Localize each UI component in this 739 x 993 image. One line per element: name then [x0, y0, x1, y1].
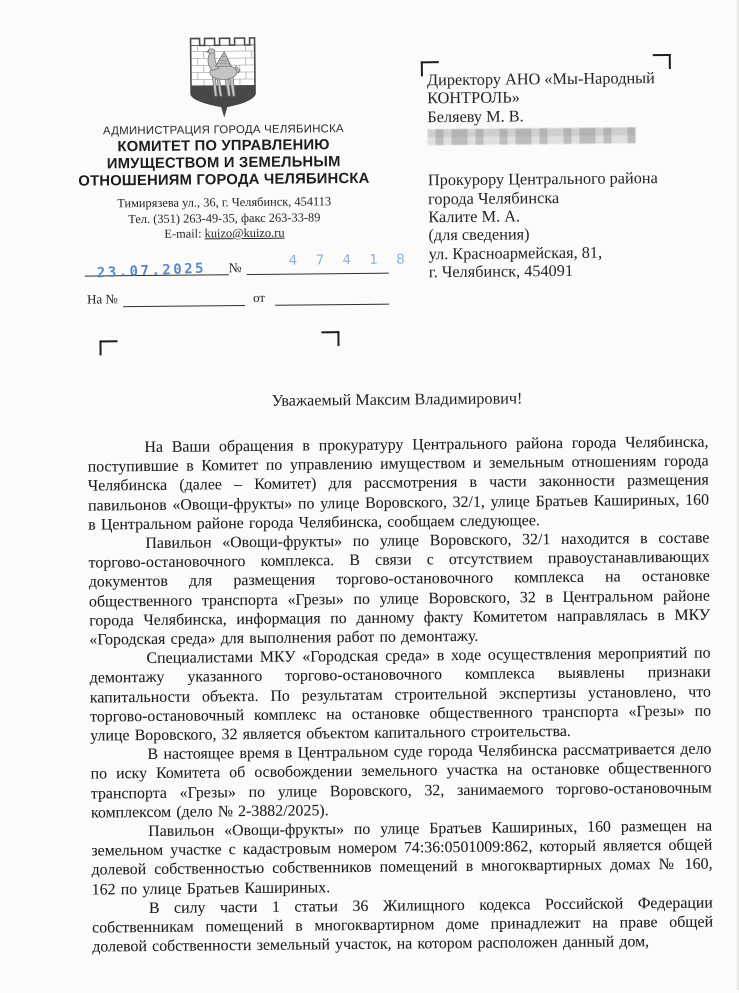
letterhead [55, 34, 394, 310]
chelyabinsk-coat-of-arms-icon [189, 35, 258, 120]
letter-body [87, 433, 713, 957]
body-paragraph-5: Павильон «Овощи-фрукты» по улице Братьев Кашириных, 160 размещен на земельном участке с кадастровым номером 74:36:0501009:862, который является общей долевой собственностью собственников помещений в многоквартирных домах № 160, 162 по улице Братьев Кашириных. [91, 817, 713, 900]
corner-mark-bottom-left [99, 340, 117, 355]
email-label: E-mail: [164, 226, 201, 240]
redacted-text-block [427, 128, 635, 146]
email-address: kuizo@kuizo.ru [205, 226, 285, 241]
reference-row [57, 286, 393, 309]
addressee-line: КОНТРОЛЬ» [427, 87, 727, 108]
addressee-line: Калите М. А. [428, 205, 728, 226]
reply-to-label: На № [87, 291, 118, 307]
body-paragraph-4: В настоящее время в Центральном суде города Челябинска рассматривается дело по иску Комитета об освобождении земельного участка на остановке общественного транспорта «Грезы» по улице Воровского, 32, занимаемого торгово-остановочным комплексом (дело № 2-3882/2025). [90, 740, 712, 823]
reply-date-blank-line [275, 303, 389, 305]
org-name-line-1: КОМИТЕТ ПО УПРАВЛЕНИЮ [56, 137, 392, 157]
body-paragraph-1: На Ваши обращения в прокуратуру Центрального района города Челябинска, поступившие в Комитет по управлению имуществом и земельным отношениям города Челябинска (далее – Комитет) для рассмотрения в части законности размещения павильонов «Овощи-фрукты» по улице Воровского, 32/1, улице Братьев Кашириных, 160 в Центральном районе города Челябинска, сообщаем следующее. [87, 433, 709, 535]
letterhead-phone: Тел. (351) 263-49-35, факс 263-33-89 [56, 209, 392, 228]
letterhead-org-name [56, 137, 392, 191]
corner-mark-addressee-top-right [653, 54, 671, 69]
addressee-line: г. Челябинск, 454091 [429, 261, 729, 282]
reply-from-label: от [253, 289, 265, 305]
reply-number-blank-line [123, 305, 245, 307]
addressee-line: (для сведения) [428, 224, 728, 245]
letterhead-admin-line: АДМИНИСТРАЦИЯ ГОРОДА ЧЕЛЯБИНСКА [55, 123, 391, 138]
addressee-line: города Челябинска [428, 187, 728, 208]
addressee-line: Прокурору Центрального района [428, 169, 728, 190]
body-paragraph-6: В силу части 1 статьи 36 Жилищного кодекса Российской Федерации собственникам помещений в многоквартирном доме принадлежит на праве общей долевой собственности земельный участок, на котором расположен данный дом, [92, 893, 714, 957]
addressee-line: Беляеву М. В. [427, 105, 727, 126]
org-name-line-2: ИМУЩЕСТВОМ И ЗЕМЕЛЬНЫМ [56, 154, 392, 174]
addressee-line: ул. Красноармейская, 81, [429, 242, 729, 263]
letterhead-address: Тимирязева ул., 36, г. Челябинск, 454113 [56, 194, 392, 213]
letterhead-email [56, 225, 392, 244]
body-paragraph-3: Специалистами МКУ «Городская среда» в ходе осуществления мероприятий по демонтажу указанного торгово-остановочного комплекса выявлены признаки капитальности объекта. По результатам строительной экспертизы установлено, что торгово-остановочный комплекс на остановке общественного транспорта «Грезы» по улице Воровского, 32 является объектом капитального строительства. [89, 644, 711, 746]
addressee-line: Директору АНО «Мы-Народный [427, 68, 727, 89]
corner-mark-bottom-right [321, 331, 339, 346]
salutation: Уважаемый Максим Владимирович! [87, 388, 707, 413]
body-paragraph-2: Павильон «Овощи-фрукты» по улице Воровского, 32/1 находится в составе торгово-остановочного комплекса. В связи с отсутствием правоустанавливающих документов для размещения торгово-остановочного комплекса на остановке общественного транспорта «Грезы» по улице Воровского, 32 в Центральном районе города Челябинска, информация по данному факту Комитетом направлялась в МКУ «Городская среда» для выполнения работ по демонтажу. [88, 529, 710, 650]
incoming-date-stamp: 23.07.2025 [96, 260, 206, 281]
number-blank-line [247, 272, 389, 274]
number-sign: № [229, 260, 242, 276]
org-name-line-3: ОТНОШЕНИЯМ ГОРОДА ЧЕЛЯБИНСКА [56, 171, 392, 191]
date-number-row [57, 253, 393, 282]
addressee-block [427, 68, 729, 282]
outgoing-number-stamp: 4 7 4 1 8 [289, 251, 412, 268]
